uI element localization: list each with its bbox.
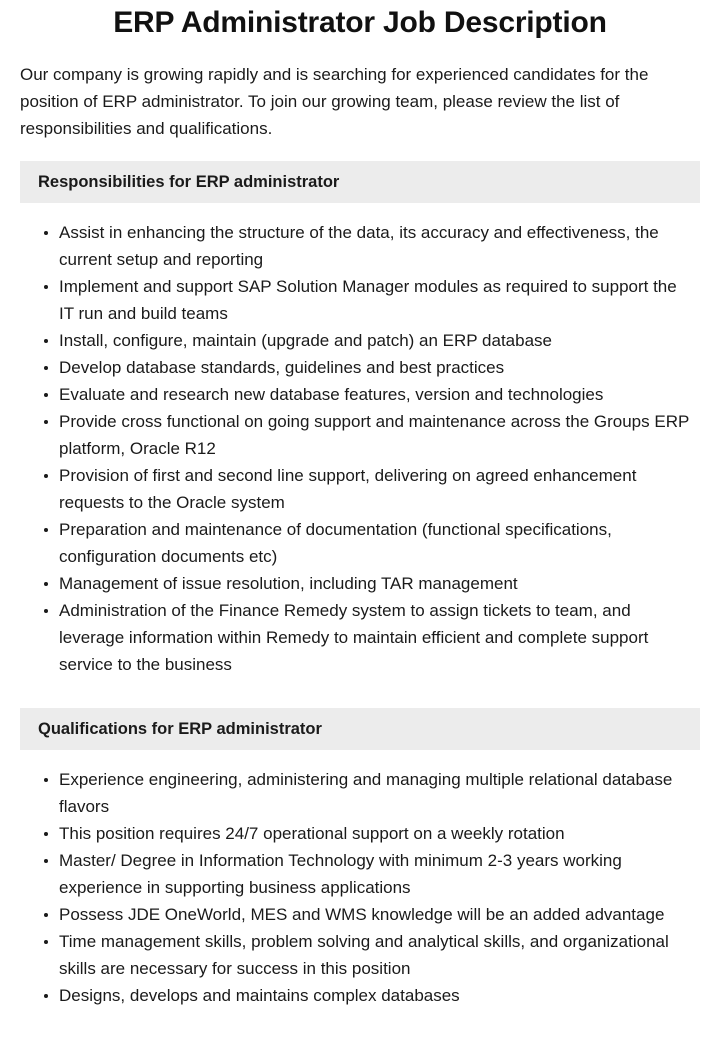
- list-item: Evaluate and research new database features, version and technologies: [44, 381, 696, 408]
- list-item: Administration of the Finance Remedy system to assign tickets to team, and leverage information within Remedy to maintain efficient and complete support service to the business: [44, 597, 696, 678]
- responsibilities-heading: Responsibilities for ERP administrator: [38, 173, 340, 191]
- list-item: Experience engineering, administering and managing multiple relational database flavors: [44, 766, 696, 820]
- list-item: Possess JDE OneWorld, MES and WMS knowledge will be an added advantage: [44, 901, 696, 928]
- intro-paragraph: Our company is growing rapidly and is searching for experienced candidates for the position of ERP administrator. To join our growing team, please review the list of responsibilities and qualifications.: [20, 65, 649, 138]
- list-item: Management of issue resolution, including TAR management: [44, 570, 696, 597]
- list-item: Assist in enhancing the structure of the data, its accuracy and effectiveness, the current setup and reporting: [44, 219, 696, 273]
- qualifications-heading: Qualifications for ERP administrator: [38, 720, 322, 738]
- responsibilities-list: [0, 219, 720, 678]
- list-item: Preparation and maintenance of documentation (functional specifications, configuration documents etc): [44, 516, 696, 570]
- list-item: Implement and support SAP Solution Manager modules as required to support the IT run and build teams: [44, 273, 696, 327]
- page-title: ERP Administrator Job Description: [113, 6, 607, 39]
- section-spacer: [0, 678, 720, 689]
- list-item: This position requires 24/7 operational support on a weekly rotation: [44, 820, 696, 847]
- list-item: Provision of first and second line support, delivering on agreed enhancement requests to the Oracle system: [44, 462, 696, 516]
- list-item: Install, configure, maintain (upgrade and patch) an ERP database: [44, 327, 696, 354]
- list-item: Provide cross functional on going support and maintenance across the Groups ERP platform, Oracle R12: [44, 408, 696, 462]
- list-item: Master/ Degree in Information Technology with minimum 2-3 years working experience in supporting business applications: [44, 847, 696, 901]
- list-item: Time management skills, problem solving and analytical skills, and organizational skills are necessary for success in this position: [44, 928, 696, 982]
- list-item: Develop database standards, guidelines and best practices: [44, 354, 696, 381]
- qualifications-section-header: [20, 708, 700, 750]
- responsibilities-section-header: [20, 161, 700, 203]
- list-item: Designs, develops and maintains complex databases: [44, 982, 696, 1009]
- qualifications-list: [0, 766, 720, 1009]
